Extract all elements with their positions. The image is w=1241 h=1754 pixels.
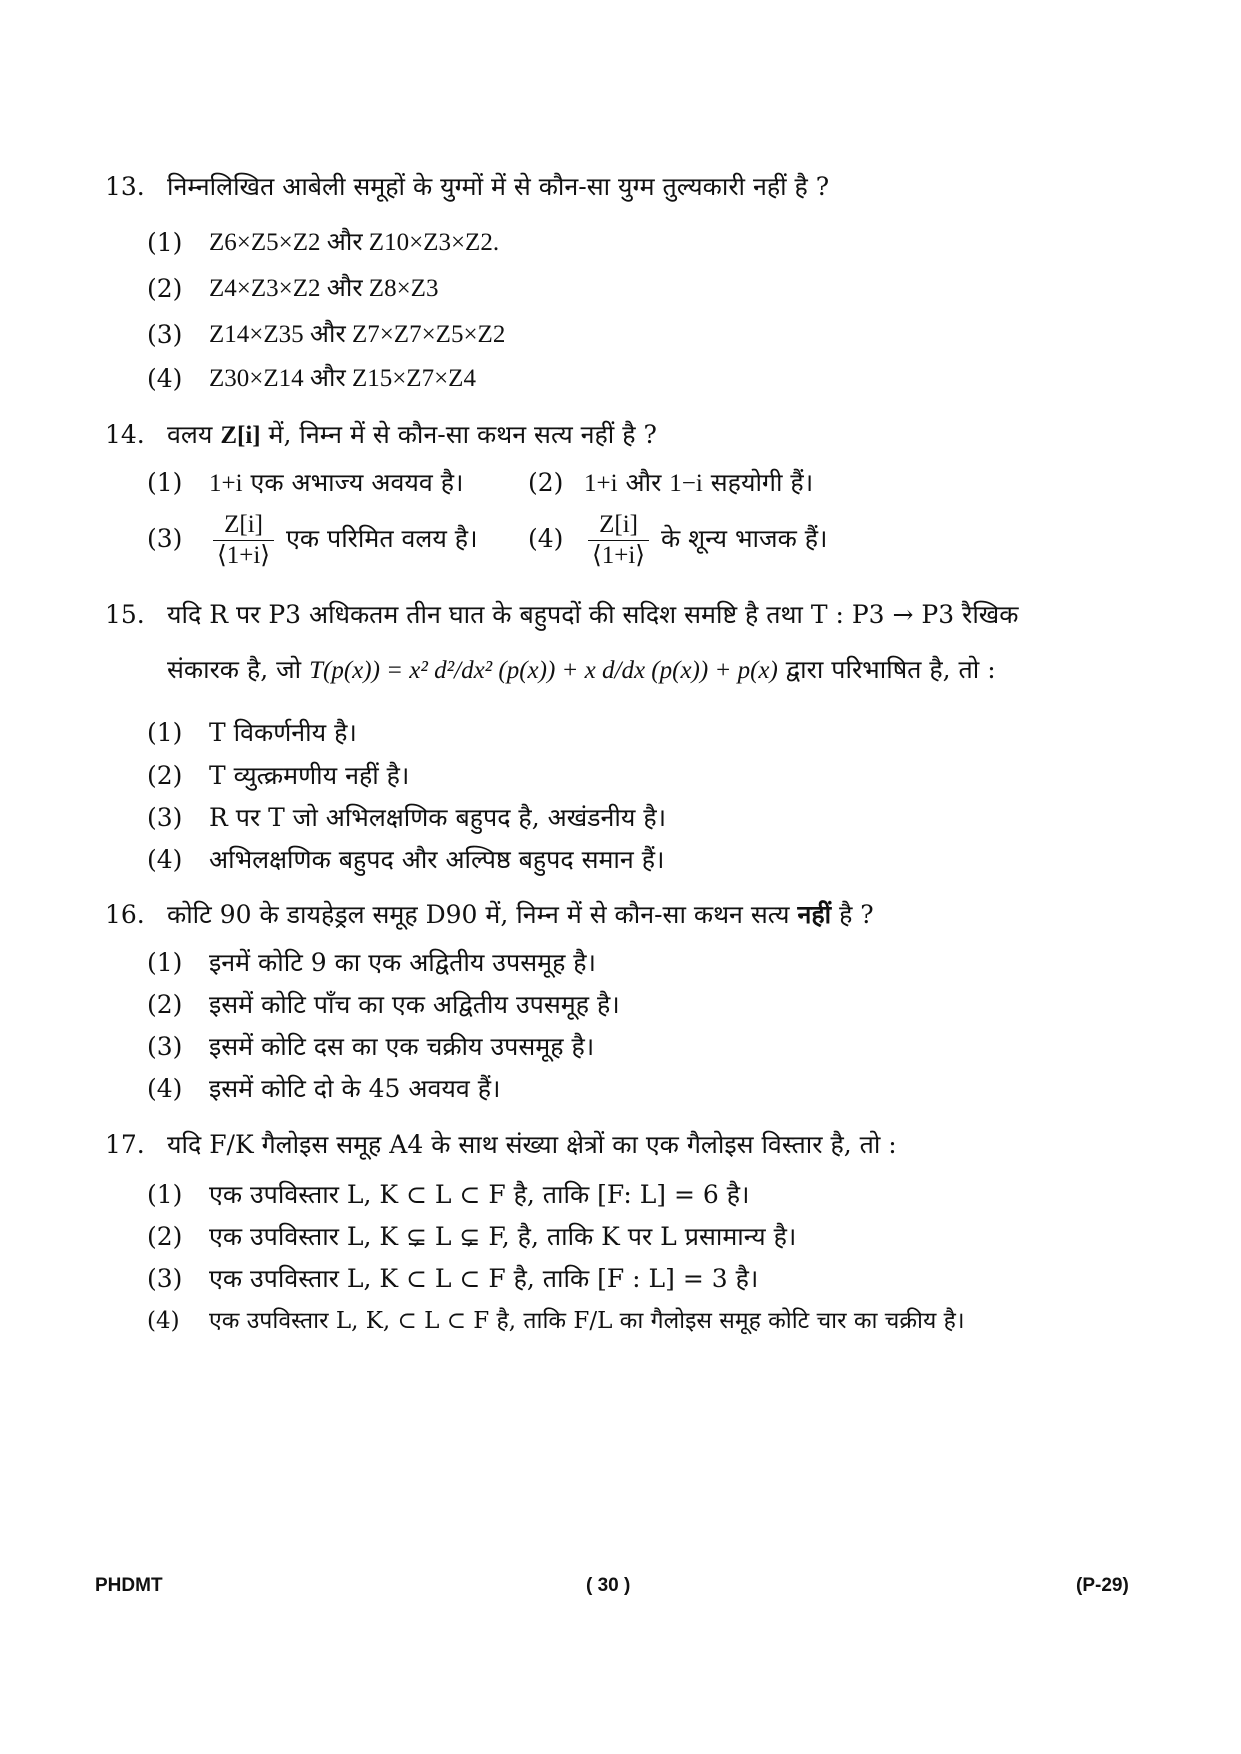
- question-text-pre: वलय: [167, 420, 213, 449]
- option-math-a: 1+i: [584, 470, 618, 497]
- question-line-1: यदि R पर P3 अधिकतम तीन घात के बहुपदों की सदिश समष्टि है तथा T : P3 → P3 रैखिक: [167, 600, 1019, 629]
- footer-set: (P-29): [1076, 1575, 1129, 1596]
- option-number: (3): [147, 1032, 183, 1061]
- fraction: [213, 510, 274, 571]
- option-text: R पर T जो अभिलक्षणिक बहुपद है, अखंडनीय है।: [209, 803, 667, 832]
- fraction-numerator: Z[i]: [213, 510, 274, 541]
- option-text: अभिलक्षणिक बहुपद और अल्पिष्ठ बहुपद समान हैं।: [209, 845, 665, 874]
- question-text: यदि F/K गैलोइस समूह A4 के साथ संख्या क्षेत्रों का एक गैलोइस विस्तार है, तो :: [167, 1130, 897, 1159]
- question-number: 13.: [105, 172, 145, 201]
- option-text: T व्युत्क्रमणीय नहीं है।: [209, 761, 410, 790]
- fraction-denominator: ⟨1+i⟩: [592, 542, 646, 569]
- option-text: एक अभाज्य अवयव है।: [250, 468, 464, 497]
- option-mid: और: [625, 468, 662, 497]
- option-number: (1): [147, 718, 183, 747]
- option-number: (1): [147, 1180, 183, 1209]
- option-math-b: 1−i: [669, 470, 703, 497]
- fraction-numerator: Z[i]: [588, 510, 649, 541]
- option-text: Z30×Z14 और Z15×Z7×Z4: [209, 365, 476, 392]
- option-number: (1): [147, 948, 183, 977]
- option-text: इसमें कोटि पाँच का एक अद्वितीय उपसमूह है।: [209, 990, 620, 1019]
- option-number: (2): [147, 274, 183, 303]
- question-number: 15.: [105, 600, 145, 629]
- option-number: (4): [147, 845, 183, 874]
- option-text: सहयोगी हैं।: [710, 468, 814, 497]
- option-number: (4): [528, 524, 564, 553]
- option-text: एक उपविस्तार L, K ⊊ L ⊊ F, है, ताकि K पर L प्रसामान्य है।: [209, 1222, 797, 1251]
- option-number: (3): [147, 320, 183, 349]
- page-number: ( 30 ): [586, 1575, 631, 1596]
- option-text: Z4×Z3×Z2 और Z8×Z3: [209, 275, 439, 302]
- option-text: एक उपविस्तार L, K ⊂ L ⊂ F है, ताकि [F : L] = 3 है।: [209, 1264, 759, 1293]
- option-text: इसमें कोटि दस का एक चक्रीय उपसमूह है।: [209, 1032, 595, 1061]
- question-text-pre: कोटि 90 के डायहेड्रल समूह D90 में, निम्न में से कौन-सा कथन सत्य: [167, 900, 790, 929]
- fraction-denominator: ⟨1+i⟩: [217, 542, 271, 569]
- option-text: इसमें कोटि दो के 45 अवयव हैं।: [209, 1074, 501, 1103]
- question-number: 16.: [105, 900, 145, 929]
- option-text: इनमें कोटि 9 का एक अद्वितीय उपसमूह है।: [209, 948, 597, 977]
- question-text-post: द्वारा परिभाषित है, तो :: [785, 655, 996, 684]
- question-text: [167, 418, 1167, 453]
- option-number: (1): [147, 468, 183, 497]
- option-number: (4): [147, 1074, 183, 1103]
- footer-code: PHDMT: [95, 1575, 163, 1596]
- option-number: (1): [147, 228, 183, 257]
- option-text: T विकर्णनीय है।: [209, 718, 357, 747]
- fraction: [588, 510, 649, 571]
- option-number: (2): [147, 761, 183, 790]
- question-text-post: है ?: [839, 900, 874, 929]
- option-text: Z6×Z5×Z2 और Z10×Z3×Z2.: [209, 229, 500, 256]
- option-number: (2): [147, 1222, 183, 1251]
- question-text-post: में, निम्न में से कौन-सा कथन सत्य नहीं है ?: [268, 420, 657, 449]
- option-text: एक उपविस्तार L, K, ⊂ L ⊂ F है, ताकि F/L का गैलोइस समूह कोटि चार का चक्रीय है।: [209, 1308, 965, 1334]
- option-number: (4): [147, 1308, 180, 1334]
- question-number: 14.: [105, 420, 145, 449]
- option-number: (4): [147, 364, 183, 393]
- ring-symbol: Z[i]: [220, 422, 261, 449]
- question-text-pre: संकारक है, जो: [167, 655, 302, 684]
- option-number: (2): [147, 990, 183, 1019]
- question-number: 17.: [105, 1130, 145, 1159]
- operator-formula: T(p(x)) = x² d²/dx² (p(x)) + x d/dx (p(x)) + p(x): [309, 657, 778, 684]
- question-15-line-2: [167, 650, 1167, 691]
- option-number: (2): [528, 468, 564, 497]
- option-number: (3): [147, 803, 183, 832]
- option-text: Z14×Z35 और Z7×Z7×Z5×Z2: [209, 321, 506, 348]
- question-text: निम्नलिखित आबेली समूहों के युग्मों में से कौन-सा युग्म तुल्यकारी नहीं है ?: [167, 172, 830, 201]
- option-text: एक उपविस्तार L, K ⊂ L ⊂ F है, ताकि [F: L] = 6 है।: [209, 1180, 750, 1209]
- option-number: (3): [147, 1264, 183, 1293]
- option-text: एक परिमित वलय है।: [286, 524, 478, 553]
- option-number: (3): [147, 524, 183, 553]
- option-math: 1+i: [209, 470, 243, 497]
- question-text-emphasis: नहीं: [797, 900, 832, 929]
- option-text: के शून्य भाजक हैं।: [661, 524, 828, 553]
